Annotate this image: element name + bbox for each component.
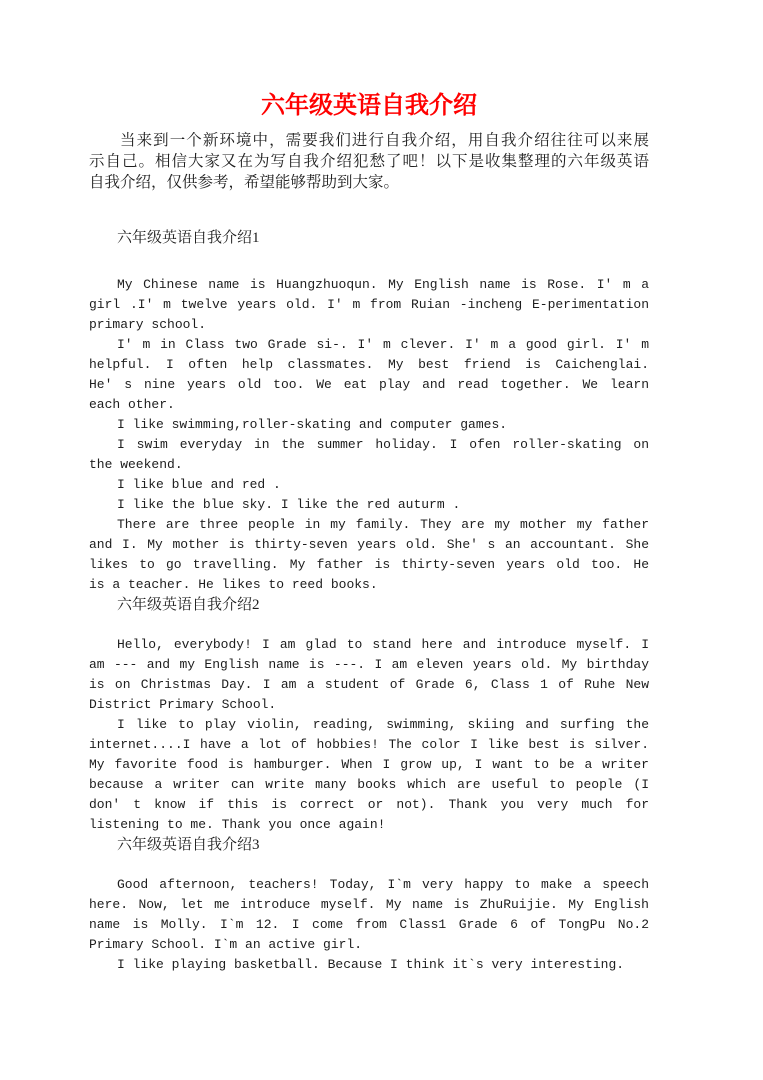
section bbox=[89, 228, 649, 595]
text-line: girl .I' m twelve years old. I' m from Ruian -incheng E-perimentation bbox=[89, 297, 649, 312]
intro-paragraph bbox=[89, 130, 649, 193]
text-line: each other. bbox=[89, 397, 175, 412]
paragraph bbox=[89, 715, 649, 835]
text-line: am --- and my English name is ---. I am eleven years old. My birthday bbox=[89, 657, 649, 672]
section bbox=[89, 835, 649, 975]
paragraph bbox=[89, 955, 649, 975]
text-line: District Primary School. bbox=[89, 697, 277, 712]
text-line: primary school. bbox=[89, 317, 207, 332]
paragraph bbox=[89, 435, 649, 475]
text-line: Primary School. I`m an active girl. bbox=[89, 937, 363, 952]
text-line: Good afternoon, teachers! Today, I`m very happy to make a speech bbox=[117, 877, 649, 892]
text-line: I like to play violin, reading, swimming, skiing and surfing the bbox=[117, 717, 649, 732]
text-line: I like blue and red . bbox=[117, 477, 281, 492]
text-line: 示自己。相信大家又在为写自我介绍犯愁了吧！以下是收集整理的六年级英语 bbox=[89, 153, 649, 170]
text-line: There are three people in my family. They are my mother my father bbox=[117, 517, 649, 532]
document-sections bbox=[89, 228, 649, 975]
text-line: He' s nine years old too. We eat play and read together. We learn bbox=[89, 377, 649, 392]
text-line: 自我介绍，仅供参考，希望能够帮助到大家。 bbox=[89, 174, 400, 191]
paragraph bbox=[89, 495, 649, 515]
text-line: I' m in Class two Grade si-. I' m clever. I' m a good girl. I' m bbox=[117, 337, 649, 352]
paragraph bbox=[89, 515, 649, 595]
text-line: name is Molly. I`m 12. I come from Class1 Grade 6 of TongPu No.2 bbox=[89, 917, 649, 932]
paragraph bbox=[89, 415, 649, 435]
section bbox=[89, 595, 649, 835]
text-line: My favorite food is hamburger. When I grow up, I want to be a writer bbox=[89, 757, 649, 772]
paragraph bbox=[89, 875, 649, 955]
text-line: My Chinese name is Huangzhuoqun. My English name is Rose. I' m a bbox=[117, 277, 649, 292]
document-title: 六年级英语自我介绍 bbox=[261, 93, 477, 119]
text-line: likes to go travelling. My father is thirty-seven years old too. He bbox=[89, 557, 649, 572]
text-line: don' t know if this is correct or not). Thank you very much for bbox=[89, 797, 649, 812]
paragraph bbox=[89, 635, 649, 715]
text-line: is on Christmas Day. I am a student of Grade 6, Class 1 of Ruhe New bbox=[89, 677, 649, 692]
text-line: Hello, everybody! I am glad to stand here and introduce myself. I bbox=[117, 637, 649, 652]
section-heading: 六年级英语自我介绍1 bbox=[117, 230, 260, 246]
text-line: the weekend. bbox=[89, 457, 183, 472]
text-line: and I. My mother is thirty-seven years old. She' s an accountant. She bbox=[89, 537, 649, 552]
text-line: I like swimming,roller-skating and computer games. bbox=[117, 417, 508, 432]
text-line: listening to me. Thank you once again! bbox=[89, 817, 386, 832]
text-line: is a teacher. He likes to reed books. bbox=[89, 577, 378, 592]
text-line: I like the blue sky. I like the red auturm . bbox=[117, 497, 461, 512]
text-line: helpful. I often help classmates. My best friend is Caichenglai. bbox=[89, 357, 649, 372]
text-line: because a writer can write many books which are useful to people (I bbox=[89, 777, 649, 792]
text-line: I swim everyday in the summer holiday. I ofen roller-skating on bbox=[117, 437, 649, 452]
paragraph bbox=[89, 335, 649, 415]
text-line: internet....I have a lot of hobbies! The color I like best is silver. bbox=[89, 737, 649, 752]
paragraph bbox=[89, 275, 649, 335]
section-heading: 六年级英语自我介绍3 bbox=[117, 837, 260, 853]
text-line: I like playing basketball. Because I think it`s very interesting. bbox=[117, 957, 625, 972]
section-heading: 六年级英语自我介绍2 bbox=[117, 597, 260, 613]
text-line: here. Now, let me introduce myself. My name is ZhuRuijie. My English bbox=[89, 897, 649, 912]
text-line: 当来到一个新环境中，需要我们进行自我介绍，用自我介绍往往可以来展 bbox=[120, 132, 649, 149]
paragraph bbox=[89, 475, 649, 495]
